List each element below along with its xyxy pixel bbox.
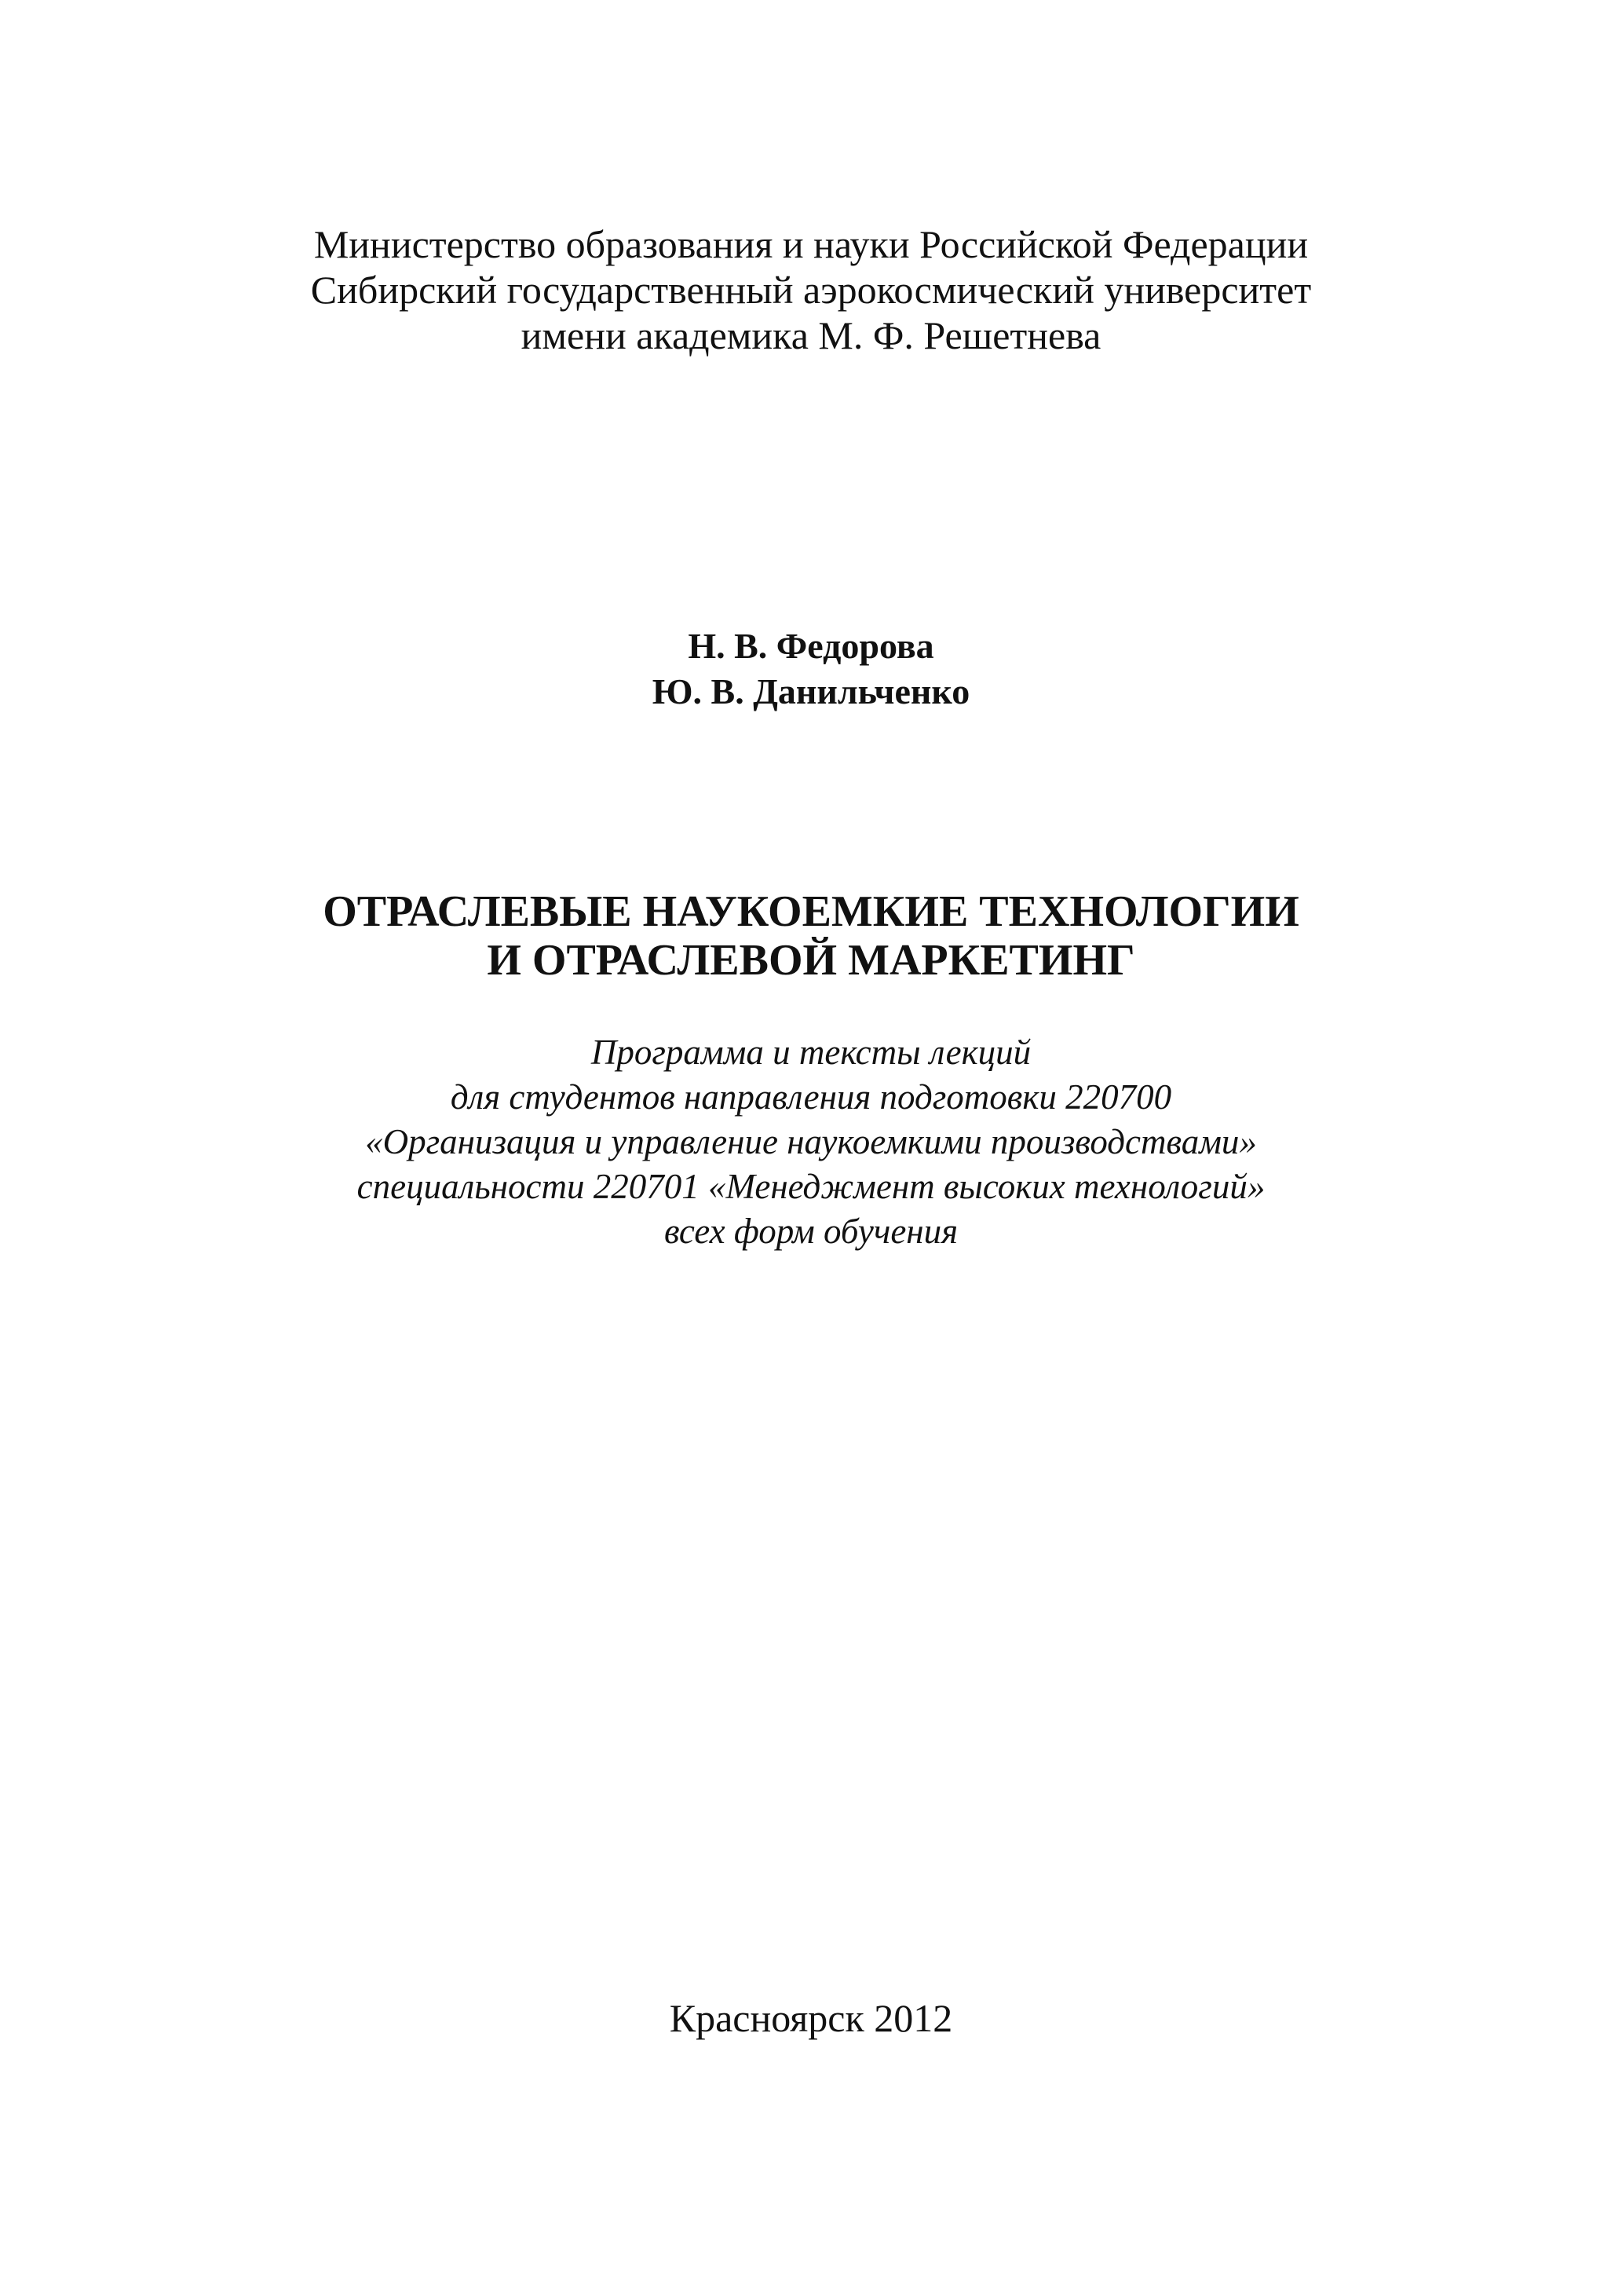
title-line-1: ОТРАСЛЕВЫЕ НАУКОЕМКИЕ ТЕХНОЛОГИИ [323, 887, 1299, 936]
subtitle-line-2: для студентов направления подготовки 220700 [450, 1077, 1172, 1117]
subtitle-line-3: «Организация и управление наукоемкими производствами» [365, 1122, 1257, 1161]
subtitle-line-1: Программа и тексты лекций [590, 1033, 1032, 1072]
subtitle-line-4: специальности 220701 «Менеджмент высоких технологий» [356, 1167, 1266, 1206]
author-2: Ю. В. Данильченко [652, 671, 970, 711]
author-1: Н. В. Федорова [688, 626, 934, 666]
document-title [0, 887, 1622, 985]
city-year-text: Красноярск 2012 [669, 1996, 953, 2040]
document-subtitle [0, 1030, 1622, 1254]
subtitle-line-5: всех форм обучения [663, 1212, 959, 1251]
university-name-line: имени академика М. Ф. Решетнева [521, 313, 1101, 357]
city-year [0, 1994, 1622, 2042]
ministry-line: Министерство образования и науки Российской Федерации [313, 222, 1309, 266]
university-line: Сибирский государственный аэрокосмический университет [310, 268, 1312, 312]
authors [0, 623, 1622, 715]
institution-header [0, 221, 1622, 358]
title-line-2: И ОТРАСЛЕВОЙ МАРКЕТИНГ [487, 936, 1135, 985]
